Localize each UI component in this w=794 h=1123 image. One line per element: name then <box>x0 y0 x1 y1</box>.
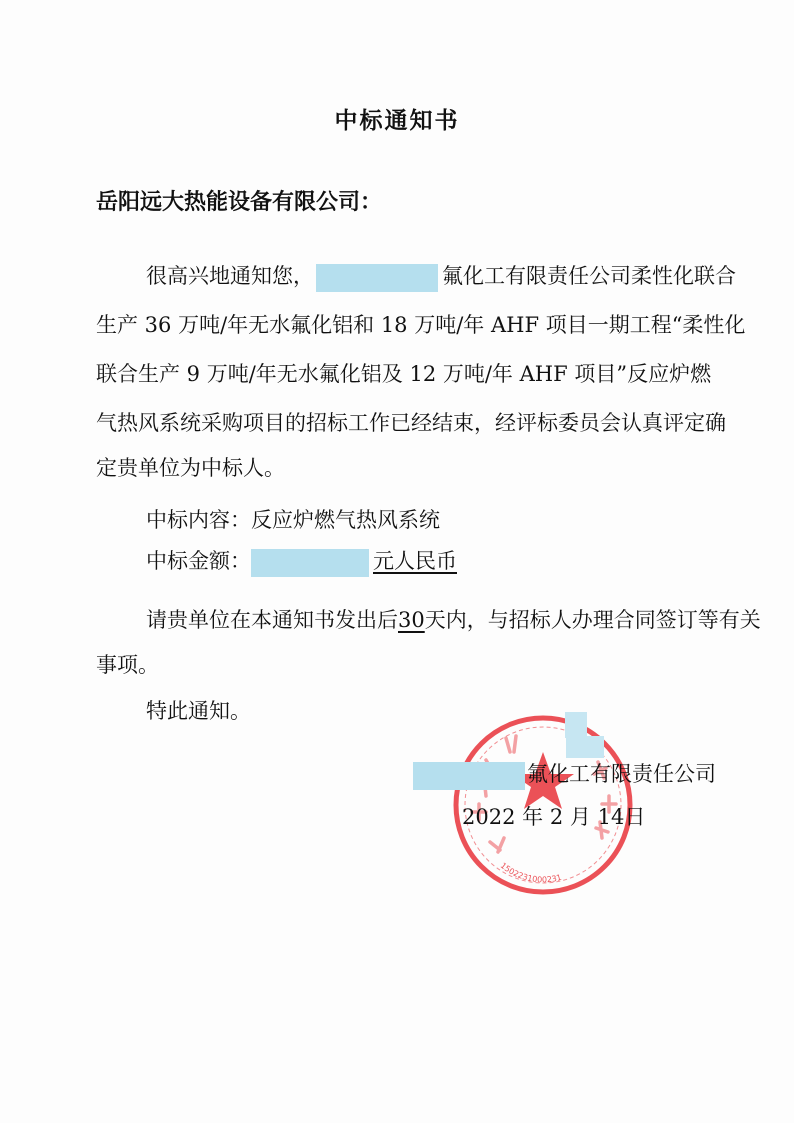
signature-day: 14 <box>597 805 625 829</box>
body-line-1-prefix: 很高兴地通知您， <box>146 264 314 288</box>
signature-year-unit: 年 <box>522 805 544 829</box>
redacted-seal-text-1 <box>565 712 587 738</box>
award-content <box>146 506 440 534</box>
redacted-award-amount <box>251 549 369 577</box>
request-line-1 <box>146 606 761 634</box>
award-content-label: 中标内容： <box>146 508 251 532</box>
document-title: 中标通知书 <box>334 107 460 134</box>
signature-date <box>462 803 645 831</box>
redacted-company-name <box>316 264 438 292</box>
redacted-signer-name <box>413 762 525 790</box>
award-amount-label: 中标金额： <box>146 549 251 573</box>
request-line-2: 事项。 <box>96 653 159 677</box>
signature-day-unit: 日 <box>624 805 646 829</box>
closing-text: 特此通知。 <box>146 699 251 723</box>
body-line-4: 气热风系统采购项目的招标工作已经结束，经评标委员会认真评定确 <box>96 411 726 435</box>
signature-month: 2 <box>549 805 564 829</box>
award-amount-unit: 元人民币 <box>373 549 457 573</box>
body-line-3: 联合生产 9 万吨/年无水氟化铝及 12 万吨/年 AHF 项目”反应炉燃 <box>96 362 712 386</box>
request-prefix: 请贵单位在本通知书发出后 <box>146 608 398 632</box>
addressee: 岳阳远大热能设备有限公司： <box>96 189 383 215</box>
seal-serial-number: 1502231000231 <box>498 860 563 885</box>
signature-company-suffix: 氟化工有限责任公司 <box>527 762 716 786</box>
redacted-seal-text-2 <box>566 736 604 758</box>
request-days: 30 <box>398 608 425 632</box>
award-content-value: 反应炉燃气热风系统 <box>251 508 440 532</box>
body-line-5: 定贵单位为中标人。 <box>96 456 285 480</box>
body-line-2: 生产 36 万吨/年无水氟化铝和 18 万吨/年 AHF 项目一期工程“柔性化 <box>96 313 746 337</box>
signature-month-unit: 月 <box>569 805 591 829</box>
body-line-1 <box>146 262 736 292</box>
award-amount <box>146 547 457 577</box>
request-suffix: 天内，与招标人办理合同签订等有关 <box>424 608 761 632</box>
signature-company <box>413 760 716 790</box>
body-line-1-suffix: 氟化工有限责任公司柔性化联合 <box>442 264 736 288</box>
signature-year: 2022 <box>462 805 516 829</box>
